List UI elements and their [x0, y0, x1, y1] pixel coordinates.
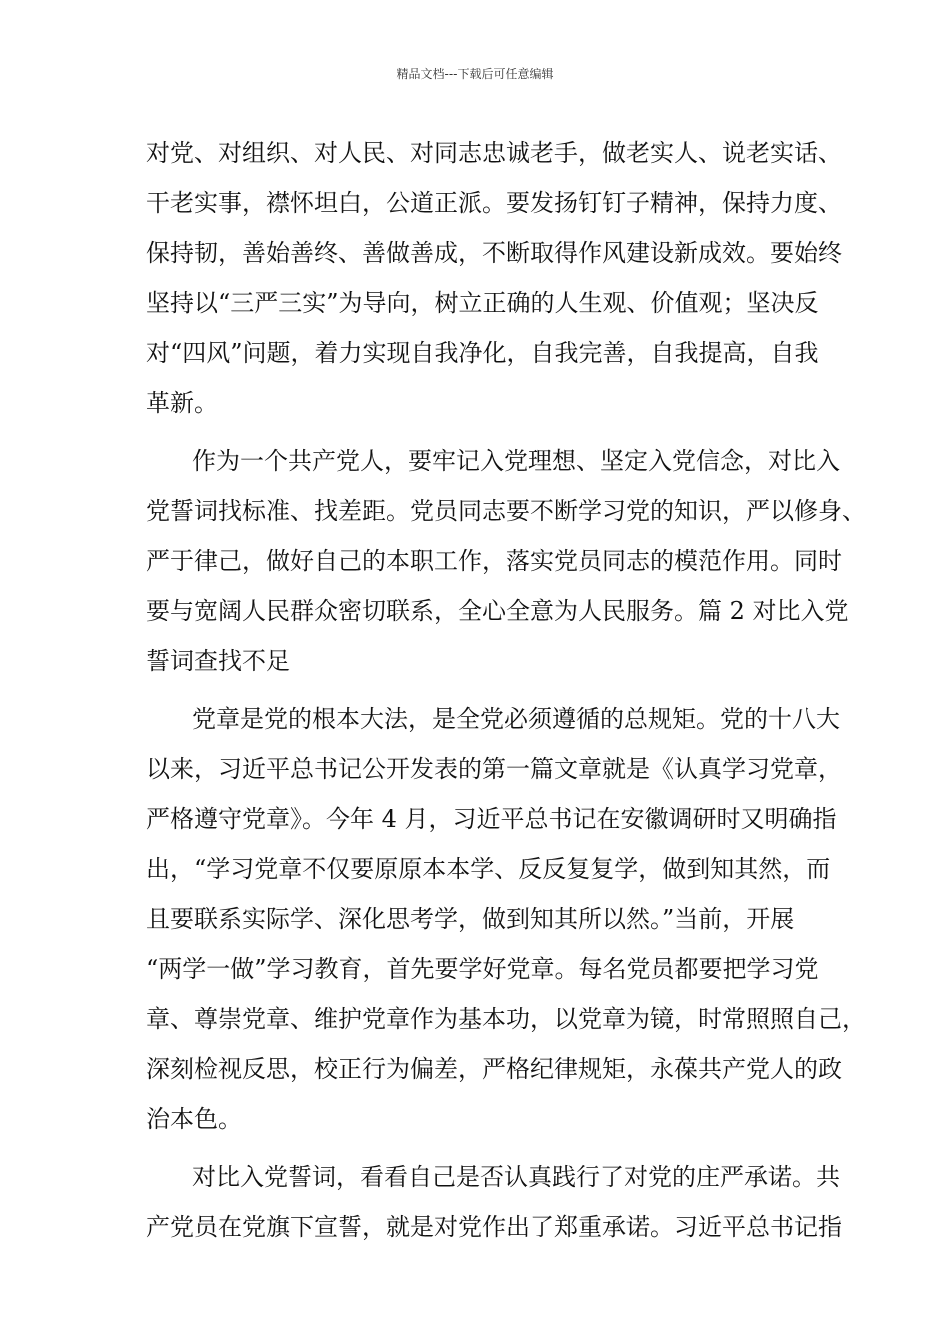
paragraph-line: 党誓词找标准、找差距。党员同志要不断学习党的知识，严以修身、	[146, 497, 866, 525]
paragraph-line: “两学一做”学习教育，首先要学好党章。每名党员都要把学习党	[146, 955, 819, 983]
paragraph-line: 且要联系实际学、深化思考学，做到知其所以然。”当前，开展	[146, 905, 795, 933]
paragraph-line: 章、尊崇党章、维护党章作为基本功，以党章为镜，时常照照自己，	[146, 1005, 866, 1033]
paragraph-4	[146, 1152, 842, 1252]
paragraph-line: 对“四风”问题，着力实现自我净化，自我完善，自我提高，自我	[146, 339, 819, 367]
paragraph-line: 誓词查找不足	[146, 647, 290, 675]
paragraph-line: 要与宽阔人民群众密切联系，全心全意为人民服务。篇 2 对比入党	[146, 597, 849, 625]
paragraph-line: 深刻检视反思，校正行为偏差，严格纪律规矩，永葆共产党人的政	[146, 1055, 842, 1083]
paragraph-line: 革新。	[146, 389, 218, 417]
paragraph-line: 治本色。	[146, 1105, 242, 1133]
paragraph-line: 出，“学习党章不仅要原原本本学、反反复复学，做到知其然，而	[146, 855, 831, 883]
paragraph-3	[146, 694, 866, 1144]
paragraph-line: 坚持以“三严三实”为导向，树立正确的人生观、价值观；坚决反	[146, 289, 819, 317]
paragraph-line: 保持韧，善始善终、善做善成，不断取得作风建设新成效。要始终	[146, 239, 842, 267]
paragraph-line: 党章是党的根本大法，是全党必须遵循的总规矩。党的十八大	[192, 705, 840, 733]
paragraph-line: 产党员在党旗下宣誓，就是对党作出了郑重承诺。习近平总书记指	[146, 1213, 842, 1241]
paragraph-2	[146, 436, 866, 686]
paragraph-line: 严格遵守党章》。今年 4 月，习近平总书记在安徽调研时又明确指	[146, 805, 837, 833]
paragraph-line: 对比入党誓词，看看自己是否认真践行了对党的庄严承诺。共	[192, 1163, 840, 1191]
document-body	[146, 128, 866, 1252]
paragraph-line: 干老实事，襟怀坦白，公道正派。要发扬钉钉子精神，保持力度、	[146, 189, 842, 217]
page-header: 精品文档---下载后可任意编辑	[396, 67, 554, 81]
paragraph-line: 严于律己，做好自己的本职工作，落实党员同志的模范作用。同时	[146, 547, 842, 575]
paragraph-line: 以来，习近平总书记公开发表的第一篇文章就是《认真学习党章，	[146, 755, 842, 783]
paragraph-1	[146, 128, 842, 428]
paragraph-line: 作为一个共产党人，要牢记入党理想、坚定入党信念，对比入	[192, 447, 840, 475]
paragraph-line: 对党、对组织、对人民、对同志忠诚老手，做老实人、说老实话、	[146, 139, 842, 167]
